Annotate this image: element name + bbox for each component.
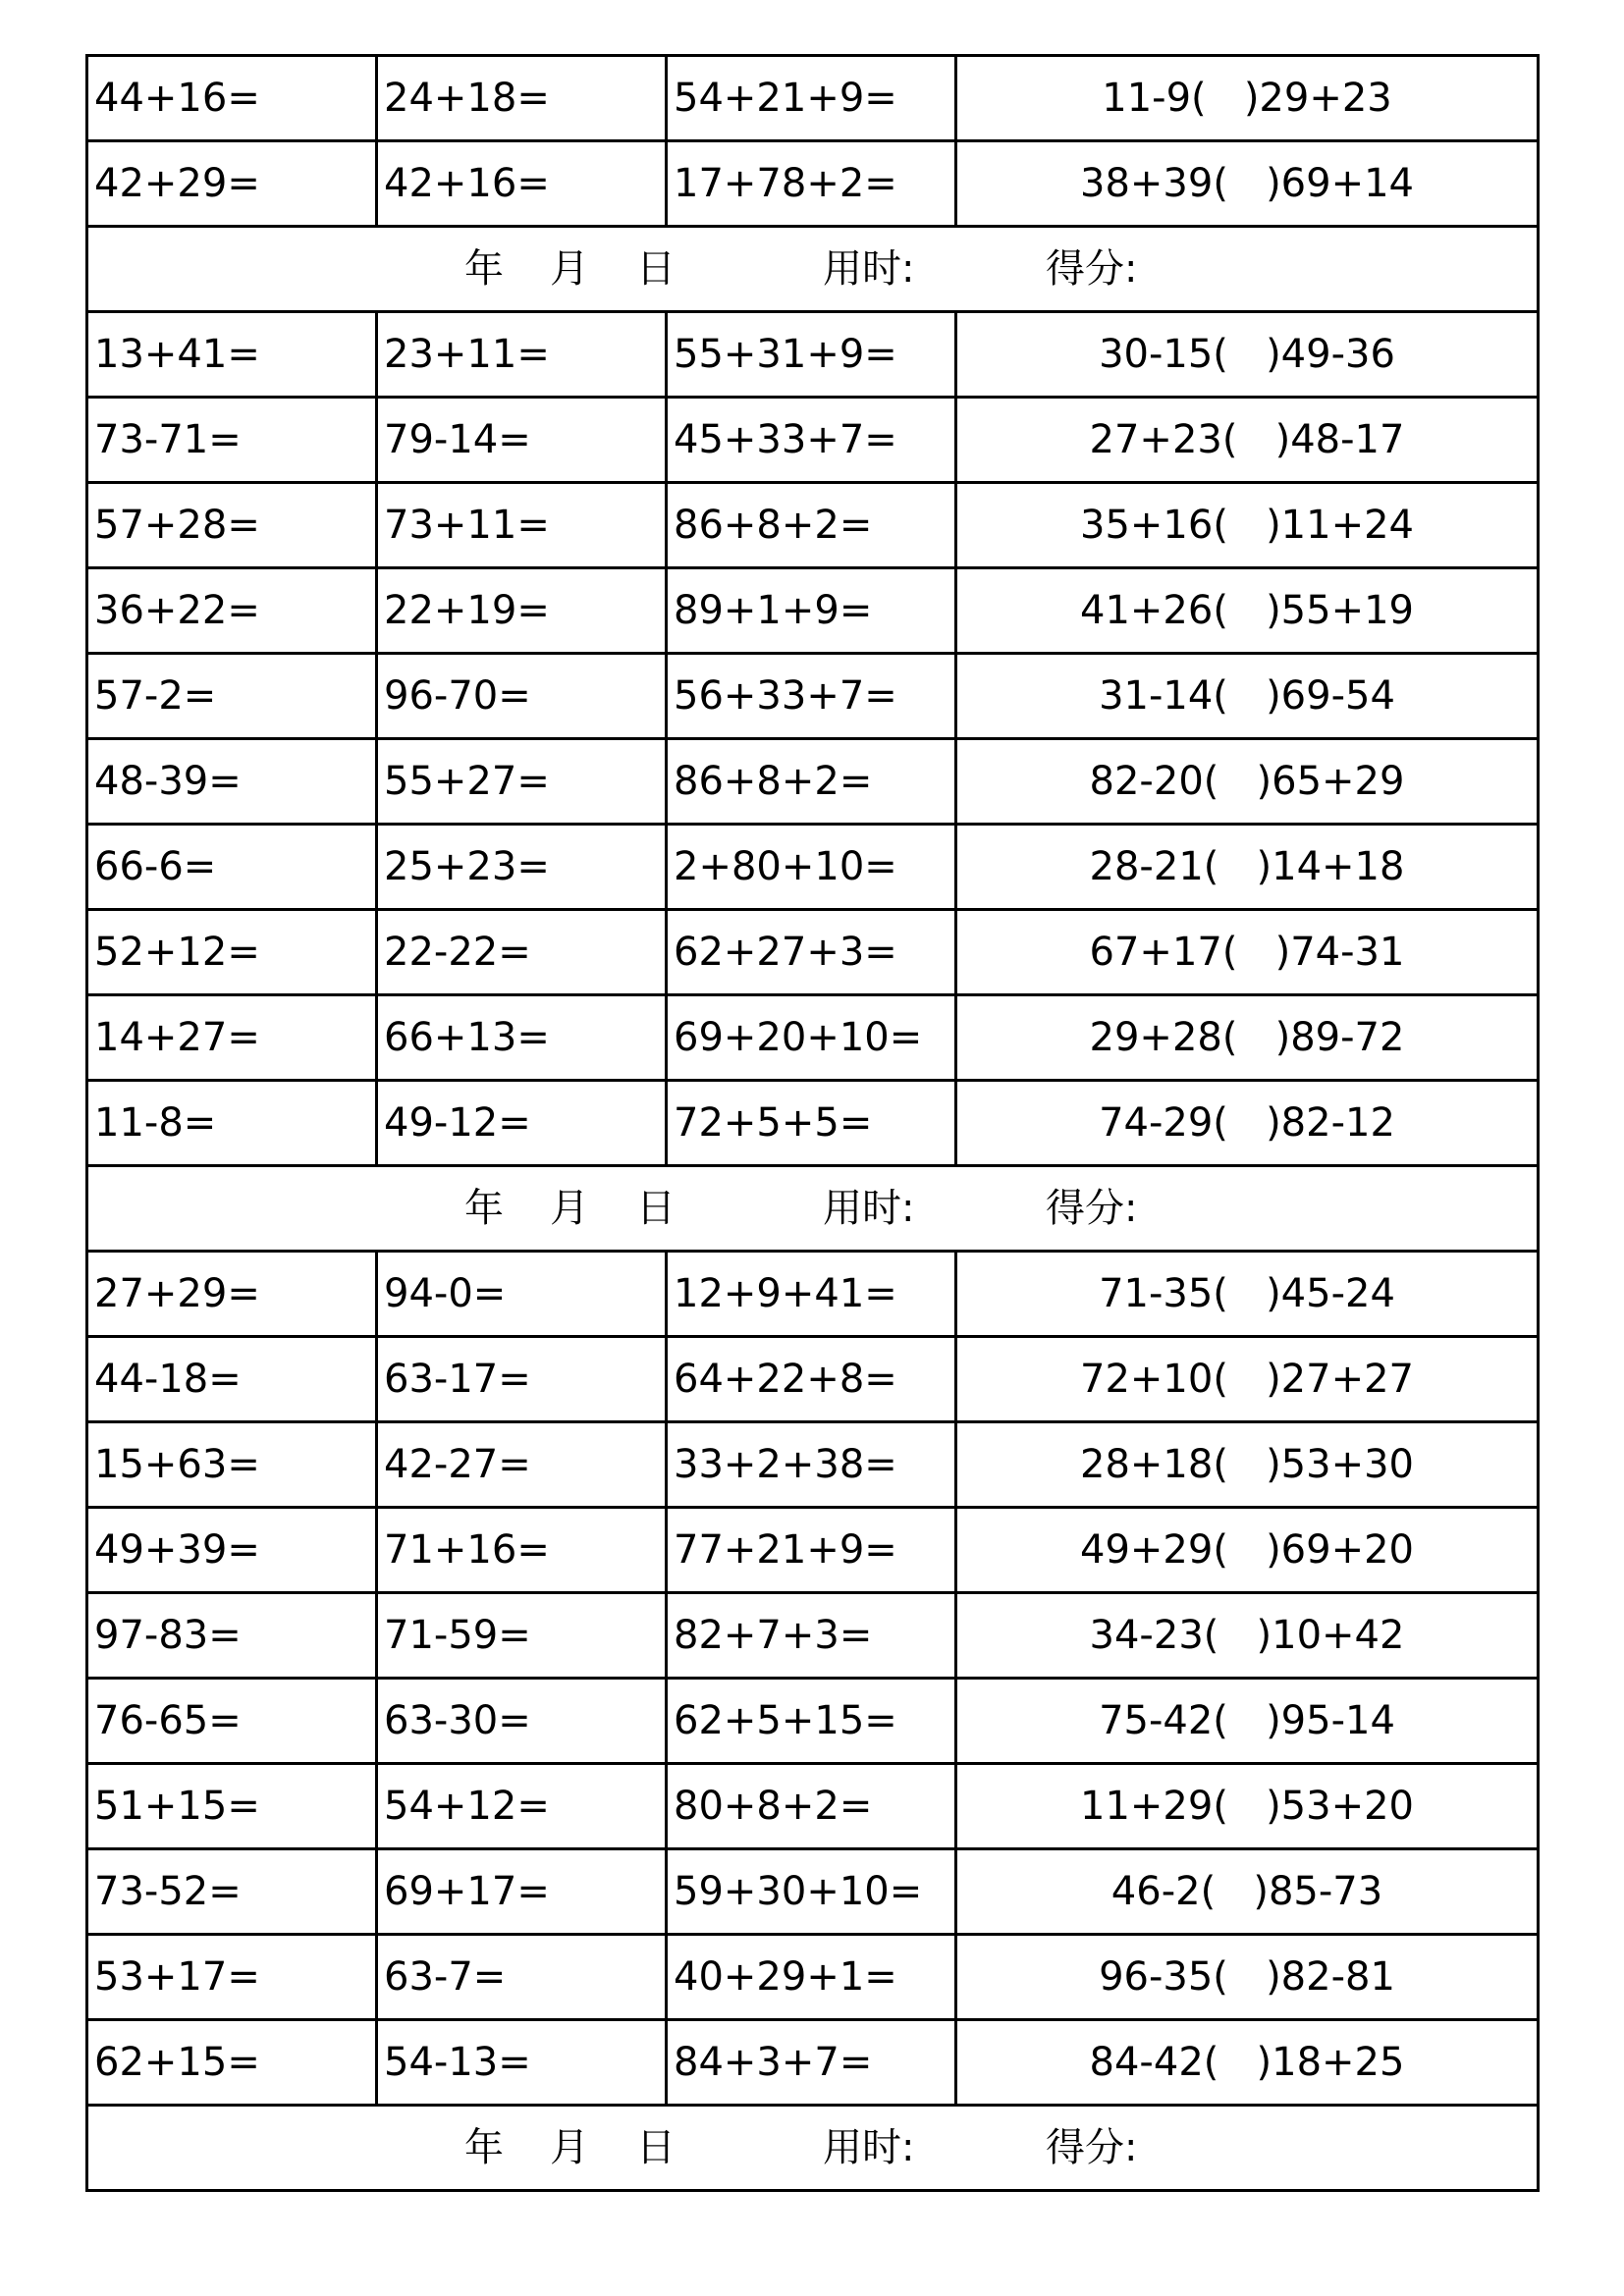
- arithmetic-problem: 69+17=: [377, 1849, 667, 1935]
- arithmetic-problem: 22+19=: [377, 568, 667, 654]
- comparison-left: 31-14(: [1099, 673, 1228, 719]
- comparison-left: 72+10(: [1080, 1357, 1228, 1402]
- comparison-right: )85-73: [1253, 1869, 1383, 1914]
- arithmetic-problem: 84+3+7=: [667, 2020, 956, 2106]
- comparison-left: 41+26(: [1080, 588, 1228, 633]
- date-time-score-line: [88, 2107, 1537, 2189]
- arithmetic-problem: 86+8+2=: [667, 739, 956, 825]
- problem-row: [87, 995, 1539, 1081]
- arithmetic-problem: 59+30+10=: [667, 1849, 956, 1935]
- comparison-blank: [1228, 1954, 1266, 2000]
- comparison-left: 30-15(: [1099, 332, 1228, 377]
- day-label: 日: [636, 246, 676, 292]
- comparison-left: 28+18(: [1080, 1442, 1228, 1487]
- arithmetic-problem: 24+18=: [377, 56, 667, 141]
- comparison-blank: [1216, 1869, 1253, 1914]
- arithmetic-problem: 63-7=: [377, 1935, 667, 2020]
- comparison-right: )49-36: [1266, 332, 1395, 377]
- arithmetic-problem: 13+41=: [87, 312, 377, 398]
- problem-row: [87, 568, 1539, 654]
- arithmetic-problem: 96-70=: [377, 654, 667, 739]
- arithmetic-problem: 79-14=: [377, 398, 667, 483]
- comparison-blank: [1228, 1271, 1266, 1316]
- comparison-left: 27+23(: [1089, 417, 1238, 462]
- arithmetic-problem: 64+22+8=: [667, 1337, 956, 1422]
- comparison-left: 46-2(: [1110, 1869, 1217, 1914]
- comparison-right: )89-72: [1274, 1015, 1405, 1060]
- year-label: 年: [464, 246, 504, 292]
- arithmetic-problem: 55+31+9=: [667, 312, 956, 398]
- comparison-problem: [956, 825, 1539, 910]
- arithmetic-problem: 66-6=: [87, 825, 377, 910]
- comparison-right: )74-31: [1274, 930, 1405, 975]
- comparison-left: 49+29(: [1080, 1527, 1228, 1573]
- date-time-score-line: [88, 1167, 1537, 1250]
- comparison-blank: [1228, 1357, 1266, 1402]
- arithmetic-problem: 86+8+2=: [667, 483, 956, 568]
- arithmetic-problem: 94-0=: [377, 1252, 667, 1337]
- arithmetic-problem: 57+28=: [87, 483, 377, 568]
- comparison-blank: [1228, 1100, 1266, 1146]
- date-time-score-cell: [87, 1166, 1539, 1252]
- comparison-right: )69+20: [1266, 1527, 1414, 1573]
- arithmetic-problem: 15+63=: [87, 1422, 377, 1508]
- arithmetic-problem: 11-8=: [87, 1081, 377, 1166]
- comparison-problem: [956, 1593, 1539, 1679]
- comparison-problem: [956, 1764, 1539, 1849]
- problem-row: [87, 483, 1539, 568]
- arithmetic-problem: 42-27=: [377, 1422, 667, 1508]
- arithmetic-problem: 54-13=: [377, 2020, 667, 2106]
- arithmetic-problem: 62+15=: [87, 2020, 377, 2106]
- comparison-right: )18+25: [1256, 2040, 1405, 2085]
- comparison-left: 82-20(: [1089, 759, 1219, 804]
- arithmetic-problem: 77+21+9=: [667, 1508, 956, 1593]
- year-label: 年: [464, 1186, 504, 1231]
- year-label: 年: [464, 2125, 504, 2170]
- comparison-right: )48-17: [1274, 417, 1405, 462]
- month-label: 月: [550, 2125, 589, 2170]
- arithmetic-problem: 42+29=: [87, 141, 377, 227]
- arithmetic-problem: 33+2+38=: [667, 1422, 956, 1508]
- date-time-score-row: [87, 227, 1539, 312]
- comparison-left: 11+29(: [1080, 1784, 1228, 1829]
- comparison-blank: [1228, 161, 1266, 206]
- arithmetic-problem: 54+12=: [377, 1764, 667, 1849]
- comparison-right: )82-81: [1266, 1954, 1395, 2000]
- score-label: 得分:: [1046, 2125, 1138, 2170]
- comparison-problem: [956, 1849, 1539, 1935]
- comparison-problem: [956, 483, 1539, 568]
- score-label: 得分:: [1046, 246, 1138, 292]
- comparison-right: )27+27: [1266, 1357, 1414, 1402]
- comparison-right: )53+20: [1266, 1784, 1414, 1829]
- comparison-right: )11+24: [1266, 503, 1414, 548]
- comparison-blank: [1228, 588, 1266, 633]
- comparison-blank: [1237, 417, 1274, 462]
- date-time-score-line: [88, 228, 1537, 310]
- comparison-problem: [956, 1422, 1539, 1508]
- arithmetic-problem: 82+7+3=: [667, 1593, 956, 1679]
- comparison-left: 35+16(: [1080, 503, 1228, 548]
- arithmetic-problem: 52+12=: [87, 910, 377, 995]
- problem-row: [87, 910, 1539, 995]
- arithmetic-problem: 66+13=: [377, 995, 667, 1081]
- comparison-left: 67+17(: [1089, 930, 1238, 975]
- comparison-left: 11-9(: [1102, 76, 1207, 121]
- problem-row: [87, 1679, 1539, 1764]
- comparison-problem: [956, 995, 1539, 1081]
- arithmetic-problem: 49-12=: [377, 1081, 667, 1166]
- arithmetic-problem: 44+16=: [87, 56, 377, 141]
- problem-row: [87, 1593, 1539, 1679]
- arithmetic-problem: 44-18=: [87, 1337, 377, 1422]
- comparison-blank: [1218, 844, 1256, 889]
- comparison-right: )45-24: [1266, 1271, 1395, 1316]
- comparison-right: )69+14: [1266, 161, 1414, 206]
- arithmetic-problem: 76-65=: [87, 1679, 377, 1764]
- arithmetic-problem: 56+33+7=: [667, 654, 956, 739]
- problem-row: [87, 398, 1539, 483]
- comparison-left: 74-29(: [1099, 1100, 1228, 1146]
- score-label: 得分:: [1046, 1186, 1138, 1231]
- comparison-blank: [1228, 1527, 1266, 1573]
- arithmetic-problem: 14+27=: [87, 995, 377, 1081]
- arithmetic-problem: 63-30=: [377, 1679, 667, 1764]
- comparison-right: )14+18: [1256, 844, 1405, 889]
- arithmetic-problem: 17+78+2=: [667, 141, 956, 227]
- arithmetic-problem: 49+39=: [87, 1508, 377, 1593]
- arithmetic-problem: 2+80+10=: [667, 825, 956, 910]
- comparison-blank: [1228, 1442, 1266, 1487]
- comparison-problem: [956, 312, 1539, 398]
- arithmetic-problem: 45+33+7=: [667, 398, 956, 483]
- comparison-right: )65+29: [1256, 759, 1405, 804]
- comparison-problem: [956, 1508, 1539, 1593]
- comparison-left: 71-35(: [1099, 1271, 1228, 1316]
- comparison-blank: [1218, 1613, 1256, 1658]
- comparison-right: )53+30: [1266, 1442, 1414, 1487]
- comparison-problem: [956, 910, 1539, 995]
- arithmetic-problem: 97-83=: [87, 1593, 377, 1679]
- arithmetic-problem: 36+22=: [87, 568, 377, 654]
- arithmetic-problem: 69+20+10=: [667, 995, 956, 1081]
- comparison-blank: [1218, 2040, 1256, 2085]
- problem-row: [87, 739, 1539, 825]
- time-used-label: 用时:: [823, 1186, 915, 1231]
- problem-row: [87, 56, 1539, 141]
- problem-row: [87, 825, 1539, 910]
- problem-row: [87, 1422, 1539, 1508]
- comparison-blank: [1228, 1784, 1266, 1829]
- comparison-left: 84-42(: [1089, 2040, 1219, 2085]
- problem-row: [87, 312, 1539, 398]
- worksheet-table: [85, 54, 1540, 2192]
- date-time-score-cell: [87, 227, 1539, 312]
- arithmetic-problem: 72+5+5=: [667, 1081, 956, 1166]
- comparison-right: )69-54: [1266, 673, 1395, 719]
- arithmetic-problem: 73-52=: [87, 1849, 377, 1935]
- arithmetic-problem: 62+5+15=: [667, 1679, 956, 1764]
- comparison-problem: [956, 739, 1539, 825]
- problem-row: [87, 1508, 1539, 1593]
- arithmetic-problem: 89+1+9=: [667, 568, 956, 654]
- arithmetic-problem: 54+21+9=: [667, 56, 956, 141]
- comparison-problem: [956, 1252, 1539, 1337]
- problem-row: [87, 1849, 1539, 1935]
- problem-row: [87, 1337, 1539, 1422]
- arithmetic-problem: 71+16=: [377, 1508, 667, 1593]
- comparison-problem: [956, 398, 1539, 483]
- arithmetic-problem: 42+16=: [377, 141, 667, 227]
- comparison-blank: [1237, 1015, 1274, 1060]
- month-label: 月: [550, 246, 589, 292]
- problem-row: [87, 1081, 1539, 1166]
- comparison-right: )55+19: [1266, 588, 1414, 633]
- day-label: 日: [636, 1186, 676, 1231]
- comparison-problem: [956, 1081, 1539, 1166]
- arithmetic-problem: 55+27=: [377, 739, 667, 825]
- arithmetic-problem: 48-39=: [87, 739, 377, 825]
- arithmetic-problem: 25+23=: [377, 825, 667, 910]
- arithmetic-problem: 23+11=: [377, 312, 667, 398]
- problem-row: [87, 1935, 1539, 2020]
- time-used-label: 用时:: [823, 246, 915, 292]
- arithmetic-problem: 80+8+2=: [667, 1764, 956, 1849]
- date-time-score-row: [87, 1166, 1539, 1252]
- problem-row: [87, 2020, 1539, 2106]
- comparison-left: 38+39(: [1080, 161, 1228, 206]
- day-label: 日: [636, 2125, 676, 2170]
- month-label: 月: [550, 1186, 589, 1231]
- comparison-blank: [1228, 332, 1266, 377]
- comparison-problem: [956, 56, 1539, 141]
- comparison-blank: [1228, 1698, 1266, 1743]
- arithmetic-problem: 73-71=: [87, 398, 377, 483]
- comparison-left: 75-42(: [1099, 1698, 1228, 1743]
- arithmetic-problem: 53+17=: [87, 1935, 377, 2020]
- arithmetic-problem: 22-22=: [377, 910, 667, 995]
- comparison-problem: [956, 654, 1539, 739]
- problem-row: [87, 1252, 1539, 1337]
- comparison-left: 34-23(: [1089, 1613, 1219, 1658]
- comparison-right: )82-12: [1266, 1100, 1395, 1146]
- comparison-right: )95-14: [1266, 1698, 1395, 1743]
- comparison-blank: [1228, 503, 1266, 548]
- arithmetic-problem: 71-59=: [377, 1593, 667, 1679]
- arithmetic-problem: 27+29=: [87, 1252, 377, 1337]
- comparison-problem: [956, 1935, 1539, 2020]
- comparison-problem: [956, 568, 1539, 654]
- comparison-problem: [956, 2020, 1539, 2106]
- arithmetic-problem: 62+27+3=: [667, 910, 956, 995]
- comparison-right: )29+23: [1243, 76, 1392, 121]
- comparison-blank: [1218, 759, 1256, 804]
- comparison-problem: [956, 141, 1539, 227]
- arithmetic-problem: 40+29+1=: [667, 1935, 956, 2020]
- comparison-problem: [956, 1337, 1539, 1422]
- arithmetic-problem: 51+15=: [87, 1764, 377, 1849]
- comparison-left: 28-21(: [1089, 844, 1219, 889]
- comparison-right: )10+42: [1256, 1613, 1405, 1658]
- comparison-left: 96-35(: [1099, 1954, 1228, 2000]
- arithmetic-problem: 57-2=: [87, 654, 377, 739]
- problem-row: [87, 141, 1539, 227]
- comparison-problem: [956, 1679, 1539, 1764]
- time-used-label: 用时:: [823, 2125, 915, 2170]
- comparison-blank: [1228, 673, 1266, 719]
- comparison-left: 29+28(: [1089, 1015, 1238, 1060]
- problem-row: [87, 1764, 1539, 1849]
- problem-row: [87, 654, 1539, 739]
- arithmetic-problem: 63-17=: [377, 1337, 667, 1422]
- comparison-blank: [1207, 76, 1244, 121]
- date-time-score-cell: [87, 2106, 1539, 2191]
- date-time-score-row: [87, 2106, 1539, 2191]
- arithmetic-problem: 12+9+41=: [667, 1252, 956, 1337]
- arithmetic-problem: 73+11=: [377, 483, 667, 568]
- comparison-blank: [1237, 930, 1274, 975]
- worksheet-body: [87, 56, 1539, 2191]
